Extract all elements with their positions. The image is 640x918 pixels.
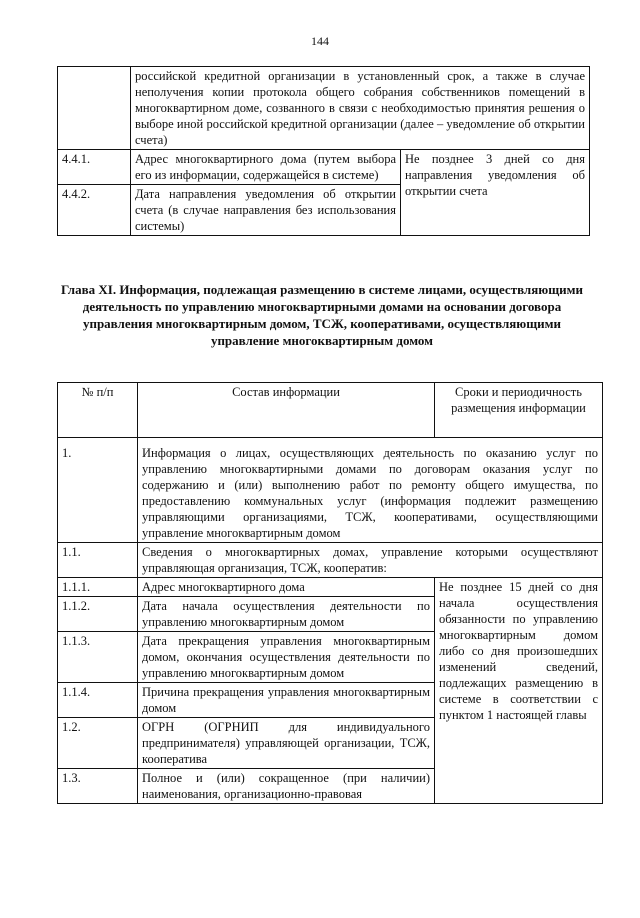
table-cell-info: Дата направления уведомления об открытии счета (в случае направления без использования системы) <box>131 185 401 236</box>
table-row <box>58 67 590 150</box>
section-text <box>138 438 603 543</box>
table-cell-num: 4.4.1. <box>58 150 131 185</box>
table-cell-num: 1.1.1. <box>58 578 138 597</box>
deadline-cell: Не позднее 15 дней со дня начала осуществления обязанности по управлению многоквартирным домом либо со дня произошедших изменений сведений, подлежащих размещению в системе в соответствии с пунктом 1 настоящей главы <box>435 578 603 804</box>
table-cell-info: Дата прекращения управления многоквартирным домом, окончания осуществления деятельности по управлению многоквартирным домом <box>138 632 435 683</box>
main-table <box>57 382 603 804</box>
chapter-title: Глава XI. Информация, подлежащая размещению в системе лицами, осуществляющими деятельность по управлению многоквартирными домами на основании договора управления многоквартирным домом, ТСЖ, кооперативами, осуществляющими управление многоквартирным домом <box>61 282 583 348</box>
table-cell-num <box>58 67 131 150</box>
table-cell-info: Дата начала осуществления деятельности по управлению многоквартирным домом <box>138 597 435 632</box>
table-cell-num: 1.1. <box>58 543 138 578</box>
header-deadline: Сроки и периодичность размещения информации <box>435 383 603 438</box>
table-header-row <box>58 383 603 438</box>
table-row <box>58 438 603 543</box>
table-cell-num: 1.1.4. <box>58 683 138 718</box>
table-cell-info: ОГРН (ОГРНИП для индивидуального предпринимателя) управляющей организации, ТСЖ, кооператива <box>138 718 435 769</box>
page-number: 144 <box>311 34 329 48</box>
table-cell-num: 1.1.2. <box>58 597 138 632</box>
table-cell-num: 1.3. <box>58 769 138 804</box>
header-num: № п/п <box>58 383 138 438</box>
deadline-cell: Не позднее 3 дней со дня направления уведомления об открытии счета <box>401 150 590 236</box>
table-row <box>58 543 603 578</box>
top-table <box>57 66 590 236</box>
table-cell-num: 1.1.3. <box>58 632 138 683</box>
table-cell-info: Причина прекращения управления многоквартирным домом <box>138 683 435 718</box>
table-cell-info: Адрес многоквартирного дома <box>138 578 435 597</box>
table-row <box>58 578 603 597</box>
table-row <box>58 150 590 185</box>
subsection-text: Сведения о многоквартирных домах, управление которыми осуществляют управляющая организация, ТСЖ, кооператив: <box>138 543 603 578</box>
table-cell-num: 4.4.2. <box>58 185 131 236</box>
table-cell-num <box>58 438 138 543</box>
table-cell-info: Полное и (или) сокращенное (при наличии) наименования, организационно-правовая <box>138 769 435 804</box>
section-text-content: Информация о лицах, осуществляющих деятельность по оказанию услуг по управлению многоквартирными домами по договорам оказания услуг по содержанию и (или) выполнению работ по ремонту общего имущества, по предоставлению коммунальных услуг (информация подлежит размещению управляющими организациями, ТСЖ, кооперативами, осуществляющими управление многоквартирным домом <box>142 446 598 540</box>
table-cell-num: 1.2. <box>58 718 138 769</box>
section-num: 1. <box>62 446 72 460</box>
table-cell-info: Адрес многоквартирного дома (путем выбора его из информации, содержащейся в системе) <box>131 150 401 185</box>
continuation-text: российской кредитной организации в установленный срок, а также в случае неполучения копии протокола общего собрания собственников помещений в многоквартирном доме, созванного в связи с необходимостью принятия решения о выборе иной российской кредитной организации (далее – уведомление об открытии счета) <box>131 67 590 150</box>
header-info: Состав информации <box>138 383 435 438</box>
